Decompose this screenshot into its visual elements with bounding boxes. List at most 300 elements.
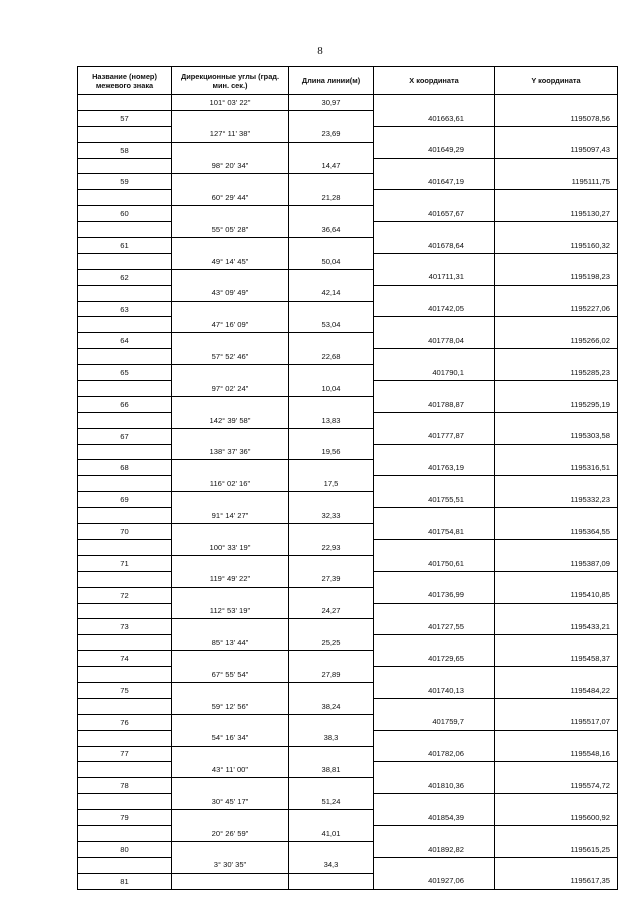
x-coordinate-cell: 401854,39 [374,810,495,826]
y-coordinate-cell: 1195266,02 [495,333,618,349]
directional-angle-cell [172,460,289,476]
y-coordinate-cell [495,762,618,778]
point-row [78,555,618,571]
y-coordinate-cell: 1195615,25 [495,841,618,857]
line-length-cell [289,428,374,444]
y-coordinate-cell: 1195600,92 [495,810,618,826]
line-length-cell: 38,24 [289,698,374,714]
directional-angle-cell: 100° 33' 19" [172,539,289,555]
segment-row [78,444,618,460]
line-length-cell: 53,04 [289,317,374,333]
segment-row [78,190,618,206]
x-coordinate-cell [374,126,495,142]
directional-angle-cell: 59° 12' 56" [172,698,289,714]
segment-row [78,222,618,238]
point-row [78,524,618,540]
y-coordinate-cell: 1195387,09 [495,555,618,571]
directional-angle-cell: 30° 45' 17" [172,794,289,810]
y-coordinate-cell [495,381,618,397]
directional-angle-cell: 43° 11' 00" [172,762,289,778]
line-length-cell [289,682,374,698]
line-length-cell [289,524,374,540]
x-coordinate-cell [374,571,495,587]
line-length-cell: 24,27 [289,603,374,619]
segment-row [78,126,618,142]
segment-row [78,539,618,555]
directional-angle-cell [172,142,289,158]
y-coordinate-cell [495,222,618,238]
segment-row [78,508,618,524]
x-coordinate-cell [374,381,495,397]
x-coordinate-cell [374,95,495,111]
line-length-cell: 42,14 [289,285,374,301]
segment-row [78,698,618,714]
line-length-cell [289,460,374,476]
mark-name-cell: 74 [78,651,172,667]
line-length-cell: 10,04 [289,381,374,397]
directional-angle-cell: 116° 02' 16" [172,476,289,492]
line-length-cell: 19,56 [289,444,374,460]
directional-angle-cell [172,238,289,254]
directional-angle-cell: 85° 13' 44" [172,635,289,651]
mark-name-cell: 63 [78,301,172,317]
y-coordinate-cell: 1195111,75 [495,174,618,190]
x-coordinate-cell: 401711,31 [374,269,495,285]
mark-name-cell [78,794,172,810]
mark-name-cell: 76 [78,714,172,730]
line-length-cell [289,174,374,190]
mark-name-cell [78,603,172,619]
directional-angle-cell: 60° 29' 44" [172,190,289,206]
y-coordinate-cell [495,857,618,873]
segment-row [78,635,618,651]
x-coordinate-cell [374,825,495,841]
mark-name-cell: 69 [78,492,172,508]
point-row [78,810,618,826]
y-coordinate-cell: 1195517,07 [495,714,618,730]
y-coordinate-cell [495,539,618,555]
directional-angle-cell: 49° 14' 45" [172,253,289,269]
line-length-cell: 23,69 [289,126,374,142]
line-length-cell: 22,93 [289,539,374,555]
segment-row [78,349,618,365]
x-coordinate-cell [374,794,495,810]
line-length-cell [289,619,374,635]
directional-angle-cell: 112° 53' 19" [172,603,289,619]
x-coordinate-cell [374,349,495,365]
x-coordinate-cell: 401759,7 [374,714,495,730]
segment-row [78,381,618,397]
y-coordinate-cell [495,508,618,524]
line-length-cell: 22,68 [289,349,374,365]
directional-angle-cell: 138° 37' 36" [172,444,289,460]
x-coordinate-cell [374,667,495,683]
segment-row [78,412,618,428]
line-length-cell: 38,3 [289,730,374,746]
directional-angle-cell: 54° 16' 34" [172,730,289,746]
directional-angle-cell [172,778,289,794]
mark-name-cell [78,444,172,460]
x-coordinate-cell: 401788,87 [374,396,495,412]
x-coordinate-cell [374,603,495,619]
y-coordinate-cell [495,635,618,651]
mark-name-cell [78,253,172,269]
mark-name-cell [78,825,172,841]
point-row [78,492,618,508]
line-length-cell [289,365,374,381]
point-row [78,110,618,126]
mark-name-cell [78,95,172,111]
line-length-cell: 51,24 [289,794,374,810]
mark-name-cell [78,667,172,683]
x-coordinate-cell [374,762,495,778]
mark-name-cell [78,126,172,142]
point-row [78,301,618,317]
x-coordinate-cell: 401657,67 [374,206,495,222]
point-row [78,269,618,285]
x-coordinate-cell: 401790,1 [374,365,495,381]
segment-row [78,667,618,683]
directional-angle-cell: 3° 30' 35" [172,857,289,873]
line-length-cell: 32,33 [289,508,374,524]
line-length-cell [289,841,374,857]
line-length-cell [289,651,374,667]
mark-name-cell [78,349,172,365]
segment-row [78,285,618,301]
segment-row [78,603,618,619]
x-coordinate-cell [374,190,495,206]
line-length-cell: 14,47 [289,158,374,174]
mark-name-cell: 68 [78,460,172,476]
directional-angle-cell [172,301,289,317]
line-length-cell: 27,89 [289,667,374,683]
y-coordinate-cell [495,444,618,460]
point-row [78,873,618,889]
directional-angle-cell: 127° 11' 38" [172,126,289,142]
directional-angle-cell [172,873,289,889]
y-coordinate-cell [495,667,618,683]
x-coordinate-cell: 401663,61 [374,110,495,126]
mark-name-cell: 73 [78,619,172,635]
directional-angle-cell [172,110,289,126]
y-coordinate-cell: 1195332,23 [495,492,618,508]
segment-row [78,825,618,841]
y-coordinate-cell: 1195364,55 [495,524,618,540]
x-coordinate-cell [374,412,495,428]
coordinates-table [77,66,618,890]
mark-name-cell: 70 [78,524,172,540]
line-length-cell [289,746,374,762]
point-row [78,587,618,603]
x-coordinate-cell: 401755,51 [374,492,495,508]
y-coordinate-cell [495,285,618,301]
mark-name-cell: 77 [78,746,172,762]
mark-name-cell [78,158,172,174]
line-length-cell: 25,25 [289,635,374,651]
mark-name-cell [78,635,172,651]
x-coordinate-cell: 401678,64 [374,238,495,254]
mark-name-cell [78,381,172,397]
line-length-cell [289,587,374,603]
mark-name-cell [78,539,172,555]
mark-name-cell: 66 [78,396,172,412]
line-length-cell: 13,83 [289,412,374,428]
mark-name-cell: 80 [78,841,172,857]
line-length-cell: 34,3 [289,857,374,873]
segment-row [78,476,618,492]
directional-angle-cell [172,428,289,444]
mark-name-cell [78,698,172,714]
y-coordinate-cell [495,412,618,428]
x-coordinate-cell [374,444,495,460]
directional-angle-cell [172,714,289,730]
segment-row [78,794,618,810]
line-length-cell: 27,39 [289,571,374,587]
mark-name-cell: 59 [78,174,172,190]
mark-name-cell [78,222,172,238]
directional-angle-cell: 47° 16' 09" [172,317,289,333]
header-x-coordinate: X координата [374,67,495,95]
x-coordinate-cell: 401649,29 [374,142,495,158]
y-coordinate-cell: 1195617,35 [495,873,618,889]
y-coordinate-cell: 1195303,58 [495,428,618,444]
line-length-cell [289,269,374,285]
directional-angle-cell [172,810,289,826]
directional-angle-cell [172,651,289,667]
point-row [78,714,618,730]
line-length-cell [289,873,374,889]
x-coordinate-cell: 401736,99 [374,587,495,603]
mark-name-cell: 81 [78,873,172,889]
directional-angle-cell: 142° 39' 58" [172,412,289,428]
mark-name-cell: 61 [78,238,172,254]
directional-angle-cell [172,587,289,603]
line-length-cell [289,396,374,412]
y-coordinate-cell [495,158,618,174]
x-coordinate-cell: 401647,19 [374,174,495,190]
directional-angle-cell: 20° 26' 59" [172,825,289,841]
y-coordinate-cell: 1195160,32 [495,238,618,254]
header-y-coordinate: Y координата [495,67,618,95]
mark-name-cell [78,476,172,492]
mark-name-cell: 67 [78,428,172,444]
directional-angle-cell [172,619,289,635]
x-coordinate-cell [374,539,495,555]
point-row [78,619,618,635]
line-length-cell [289,110,374,126]
x-coordinate-cell [374,698,495,714]
mark-name-cell: 71 [78,555,172,571]
mark-name-cell [78,571,172,587]
x-coordinate-cell: 401778,04 [374,333,495,349]
x-coordinate-cell [374,476,495,492]
x-coordinate-cell [374,508,495,524]
line-length-cell [289,301,374,317]
x-coordinate-cell [374,635,495,651]
directional-angle-cell [172,206,289,222]
directional-angle-cell [172,333,289,349]
line-length-cell [289,492,374,508]
directional-angle-cell [172,841,289,857]
x-coordinate-cell: 401892,82 [374,841,495,857]
y-coordinate-cell [495,126,618,142]
y-coordinate-cell: 1195097,43 [495,142,618,158]
x-coordinate-cell: 401750,61 [374,555,495,571]
directional-angle-cell [172,524,289,540]
y-coordinate-cell: 1195458,37 [495,651,618,667]
point-row [78,460,618,476]
y-coordinate-cell: 1195198,23 [495,269,618,285]
mark-name-cell: 57 [78,110,172,126]
mark-name-cell: 78 [78,778,172,794]
point-row [78,651,618,667]
point-row [78,238,618,254]
y-coordinate-cell: 1195574,72 [495,778,618,794]
line-length-cell [289,778,374,794]
mark-name-cell: 65 [78,365,172,381]
y-coordinate-cell [495,571,618,587]
point-row [78,841,618,857]
y-coordinate-cell: 1195316,51 [495,460,618,476]
point-row [78,365,618,381]
header-directional-angles: Дирекционные углы (град. мин. сек.) [172,67,289,95]
mark-name-cell [78,190,172,206]
segment-row [78,95,618,111]
y-coordinate-cell: 1195548,16 [495,746,618,762]
x-coordinate-cell: 401742,05 [374,301,495,317]
point-row [78,206,618,222]
x-coordinate-cell: 401782,06 [374,746,495,762]
directional-angle-cell [172,396,289,412]
y-coordinate-cell: 1195130,27 [495,206,618,222]
line-length-cell [289,555,374,571]
directional-angle-cell: 119° 49' 22" [172,571,289,587]
y-coordinate-cell [495,349,618,365]
mark-name-cell: 72 [78,587,172,603]
segment-row [78,730,618,746]
point-row [78,396,618,412]
y-coordinate-cell [495,476,618,492]
y-coordinate-cell [495,95,618,111]
mark-name-cell [78,317,172,333]
line-length-cell: 30,97 [289,95,374,111]
x-coordinate-cell: 401727,55 [374,619,495,635]
x-coordinate-cell [374,857,495,873]
mark-name-cell [78,857,172,873]
x-coordinate-cell [374,317,495,333]
point-row [78,142,618,158]
mark-name-cell: 75 [78,682,172,698]
directional-angle-cell [172,682,289,698]
line-length-cell [289,238,374,254]
line-length-cell [289,206,374,222]
directional-angle-cell [172,174,289,190]
line-length-cell [289,810,374,826]
y-coordinate-cell [495,317,618,333]
directional-angle-cell: 67° 55' 54" [172,667,289,683]
directional-angle-cell: 91° 14' 27" [172,508,289,524]
directional-angle-cell [172,365,289,381]
line-length-cell: 50,04 [289,253,374,269]
line-length-cell [289,333,374,349]
y-coordinate-cell [495,603,618,619]
y-coordinate-cell: 1195295,19 [495,396,618,412]
x-coordinate-cell: 401740,13 [374,682,495,698]
mark-name-cell: 58 [78,142,172,158]
directional-angle-cell: 43° 09' 49" [172,285,289,301]
directional-angle-cell: 101° 03' 22" [172,95,289,111]
line-length-cell [289,714,374,730]
mark-name-cell [78,508,172,524]
line-length-cell: 38,81 [289,762,374,778]
point-row [78,746,618,762]
mark-name-cell [78,762,172,778]
point-row [78,333,618,349]
table-header-row [78,67,618,95]
line-length-cell: 36,64 [289,222,374,238]
line-length-cell [289,142,374,158]
x-coordinate-cell [374,253,495,269]
x-coordinate-cell: 401777,87 [374,428,495,444]
directional-angle-cell: 97° 02' 24" [172,381,289,397]
line-length-cell: 41,01 [289,825,374,841]
y-coordinate-cell [495,730,618,746]
y-coordinate-cell [495,190,618,206]
y-coordinate-cell: 1195285,23 [495,365,618,381]
directional-angle-cell: 98° 20' 34" [172,158,289,174]
segment-row [78,158,618,174]
mark-name-cell [78,285,172,301]
segment-row [78,317,618,333]
mark-name-cell: 79 [78,810,172,826]
x-coordinate-cell [374,158,495,174]
directional-angle-cell [172,746,289,762]
mark-name-cell: 60 [78,206,172,222]
x-coordinate-cell: 401810,36 [374,778,495,794]
x-coordinate-cell: 401927,06 [374,873,495,889]
line-length-cell: 17,5 [289,476,374,492]
page-number: 8 [317,45,323,57]
x-coordinate-cell [374,730,495,746]
mark-name-cell: 62 [78,269,172,285]
table-body [78,95,618,890]
point-row [78,682,618,698]
mark-name-cell [78,730,172,746]
y-coordinate-cell: 1195227,06 [495,301,618,317]
mark-name-cell: 64 [78,333,172,349]
y-coordinate-cell [495,794,618,810]
directional-angle-cell [172,555,289,571]
segment-row [78,571,618,587]
directional-angle-cell [172,492,289,508]
segment-row [78,857,618,873]
line-length-cell: 21,28 [289,190,374,206]
point-row [78,174,618,190]
directional-angle-cell: 55° 05' 28" [172,222,289,238]
mark-name-cell [78,412,172,428]
segment-row [78,762,618,778]
x-coordinate-cell: 401763,19 [374,460,495,476]
header-boundary-mark-name: Название (номер) межевого знака [78,67,172,95]
header-line-length: Длина линии(м) [289,67,374,95]
y-coordinate-cell [495,698,618,714]
y-coordinate-cell: 1195410,85 [495,587,618,603]
x-coordinate-cell: 401754,81 [374,524,495,540]
x-coordinate-cell: 401729,65 [374,651,495,667]
y-coordinate-cell: 1195484,22 [495,682,618,698]
segment-row [78,253,618,269]
point-row [78,778,618,794]
